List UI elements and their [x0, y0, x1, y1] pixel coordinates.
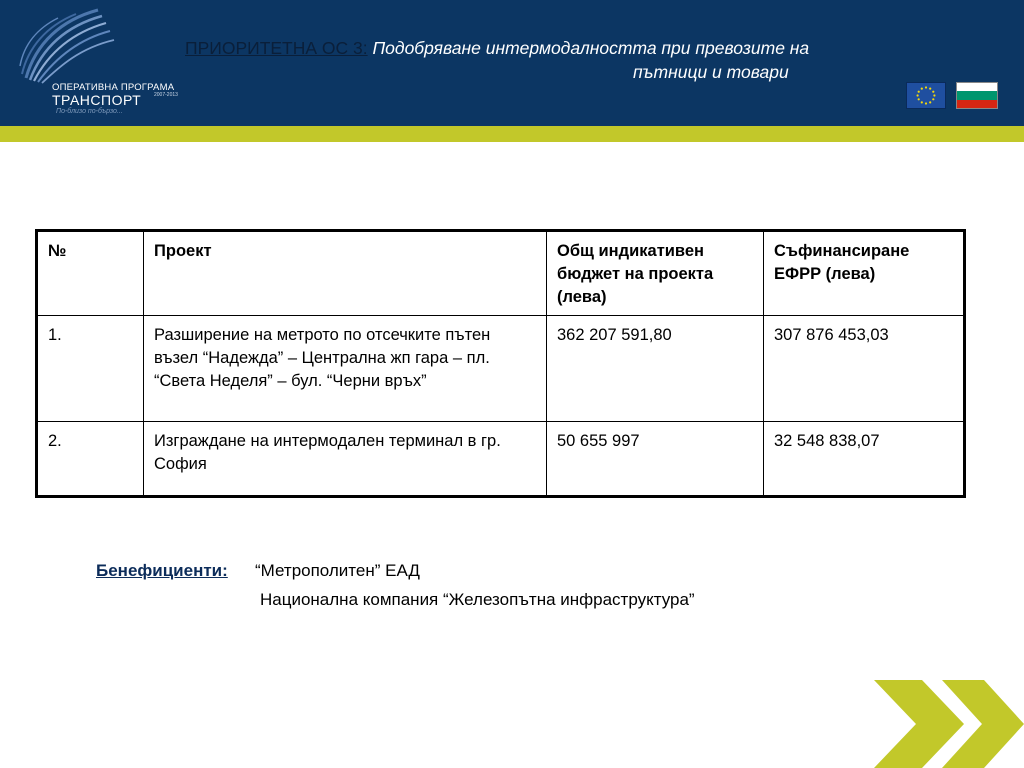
header-project: Проект: [144, 231, 547, 316]
title-prefix: ПРИОРИТЕТНА ОС 3:: [185, 38, 368, 58]
swoosh-logo-icon: [16, 8, 126, 88]
table-row: [37, 422, 965, 497]
cell-budget: 362 207 591,80: [547, 316, 764, 422]
cell-cofinancing: 307 876 453,03: [764, 316, 965, 422]
header-number: №: [37, 231, 144, 316]
cell-project: Изграждане на интермодален терминал в гр. София: [144, 422, 547, 497]
accent-band: [0, 126, 1024, 142]
cell-cofinancing: 32 548 838,07: [764, 422, 965, 497]
table-row: [37, 316, 965, 422]
cell-budget: 50 655 997: [547, 422, 764, 497]
header-cofinancing: Съфинансиране ЕФРР (лева): [764, 231, 965, 316]
logo-slogan: По-близо по-бързо...: [56, 108, 123, 115]
logo-line2: ТРАНСПОРТ: [52, 92, 142, 108]
projects-table: [35, 229, 966, 498]
title-line2: пътници и товари: [633, 62, 789, 82]
eu-flag-icon: [906, 82, 946, 109]
double-chevron-icon: [872, 680, 1024, 768]
beneficiary-item: “Метрополитен” ЕАД: [255, 561, 420, 580]
header-budget: Общ индикативен бюджет на проекта (лева): [547, 231, 764, 316]
title-text: Подобряване интермодалността при превозите на: [367, 38, 810, 58]
table-header-row: [37, 231, 965, 316]
logo-line1: ОПЕРАТИВНА ПРОГРАМА: [52, 82, 175, 93]
beneficiary-item: Национална компания “Железопътна инфраструктура”: [260, 590, 695, 609]
cell-number: 1.: [37, 316, 144, 422]
program-logo: [16, 8, 186, 116]
cell-number: 2.: [37, 422, 144, 497]
beneficiaries-label: Бенефициенти:: [96, 561, 228, 580]
logo-years: 2007-2013: [154, 92, 178, 98]
bulgaria-flag-icon: [956, 82, 998, 109]
cell-project: Разширение на метрото по отсечките пътен възел “Надежда” – Централна жп гара – пл. “Света Неделя” – бул. “Черни връх”: [144, 316, 547, 422]
slide-title: [185, 36, 915, 60]
